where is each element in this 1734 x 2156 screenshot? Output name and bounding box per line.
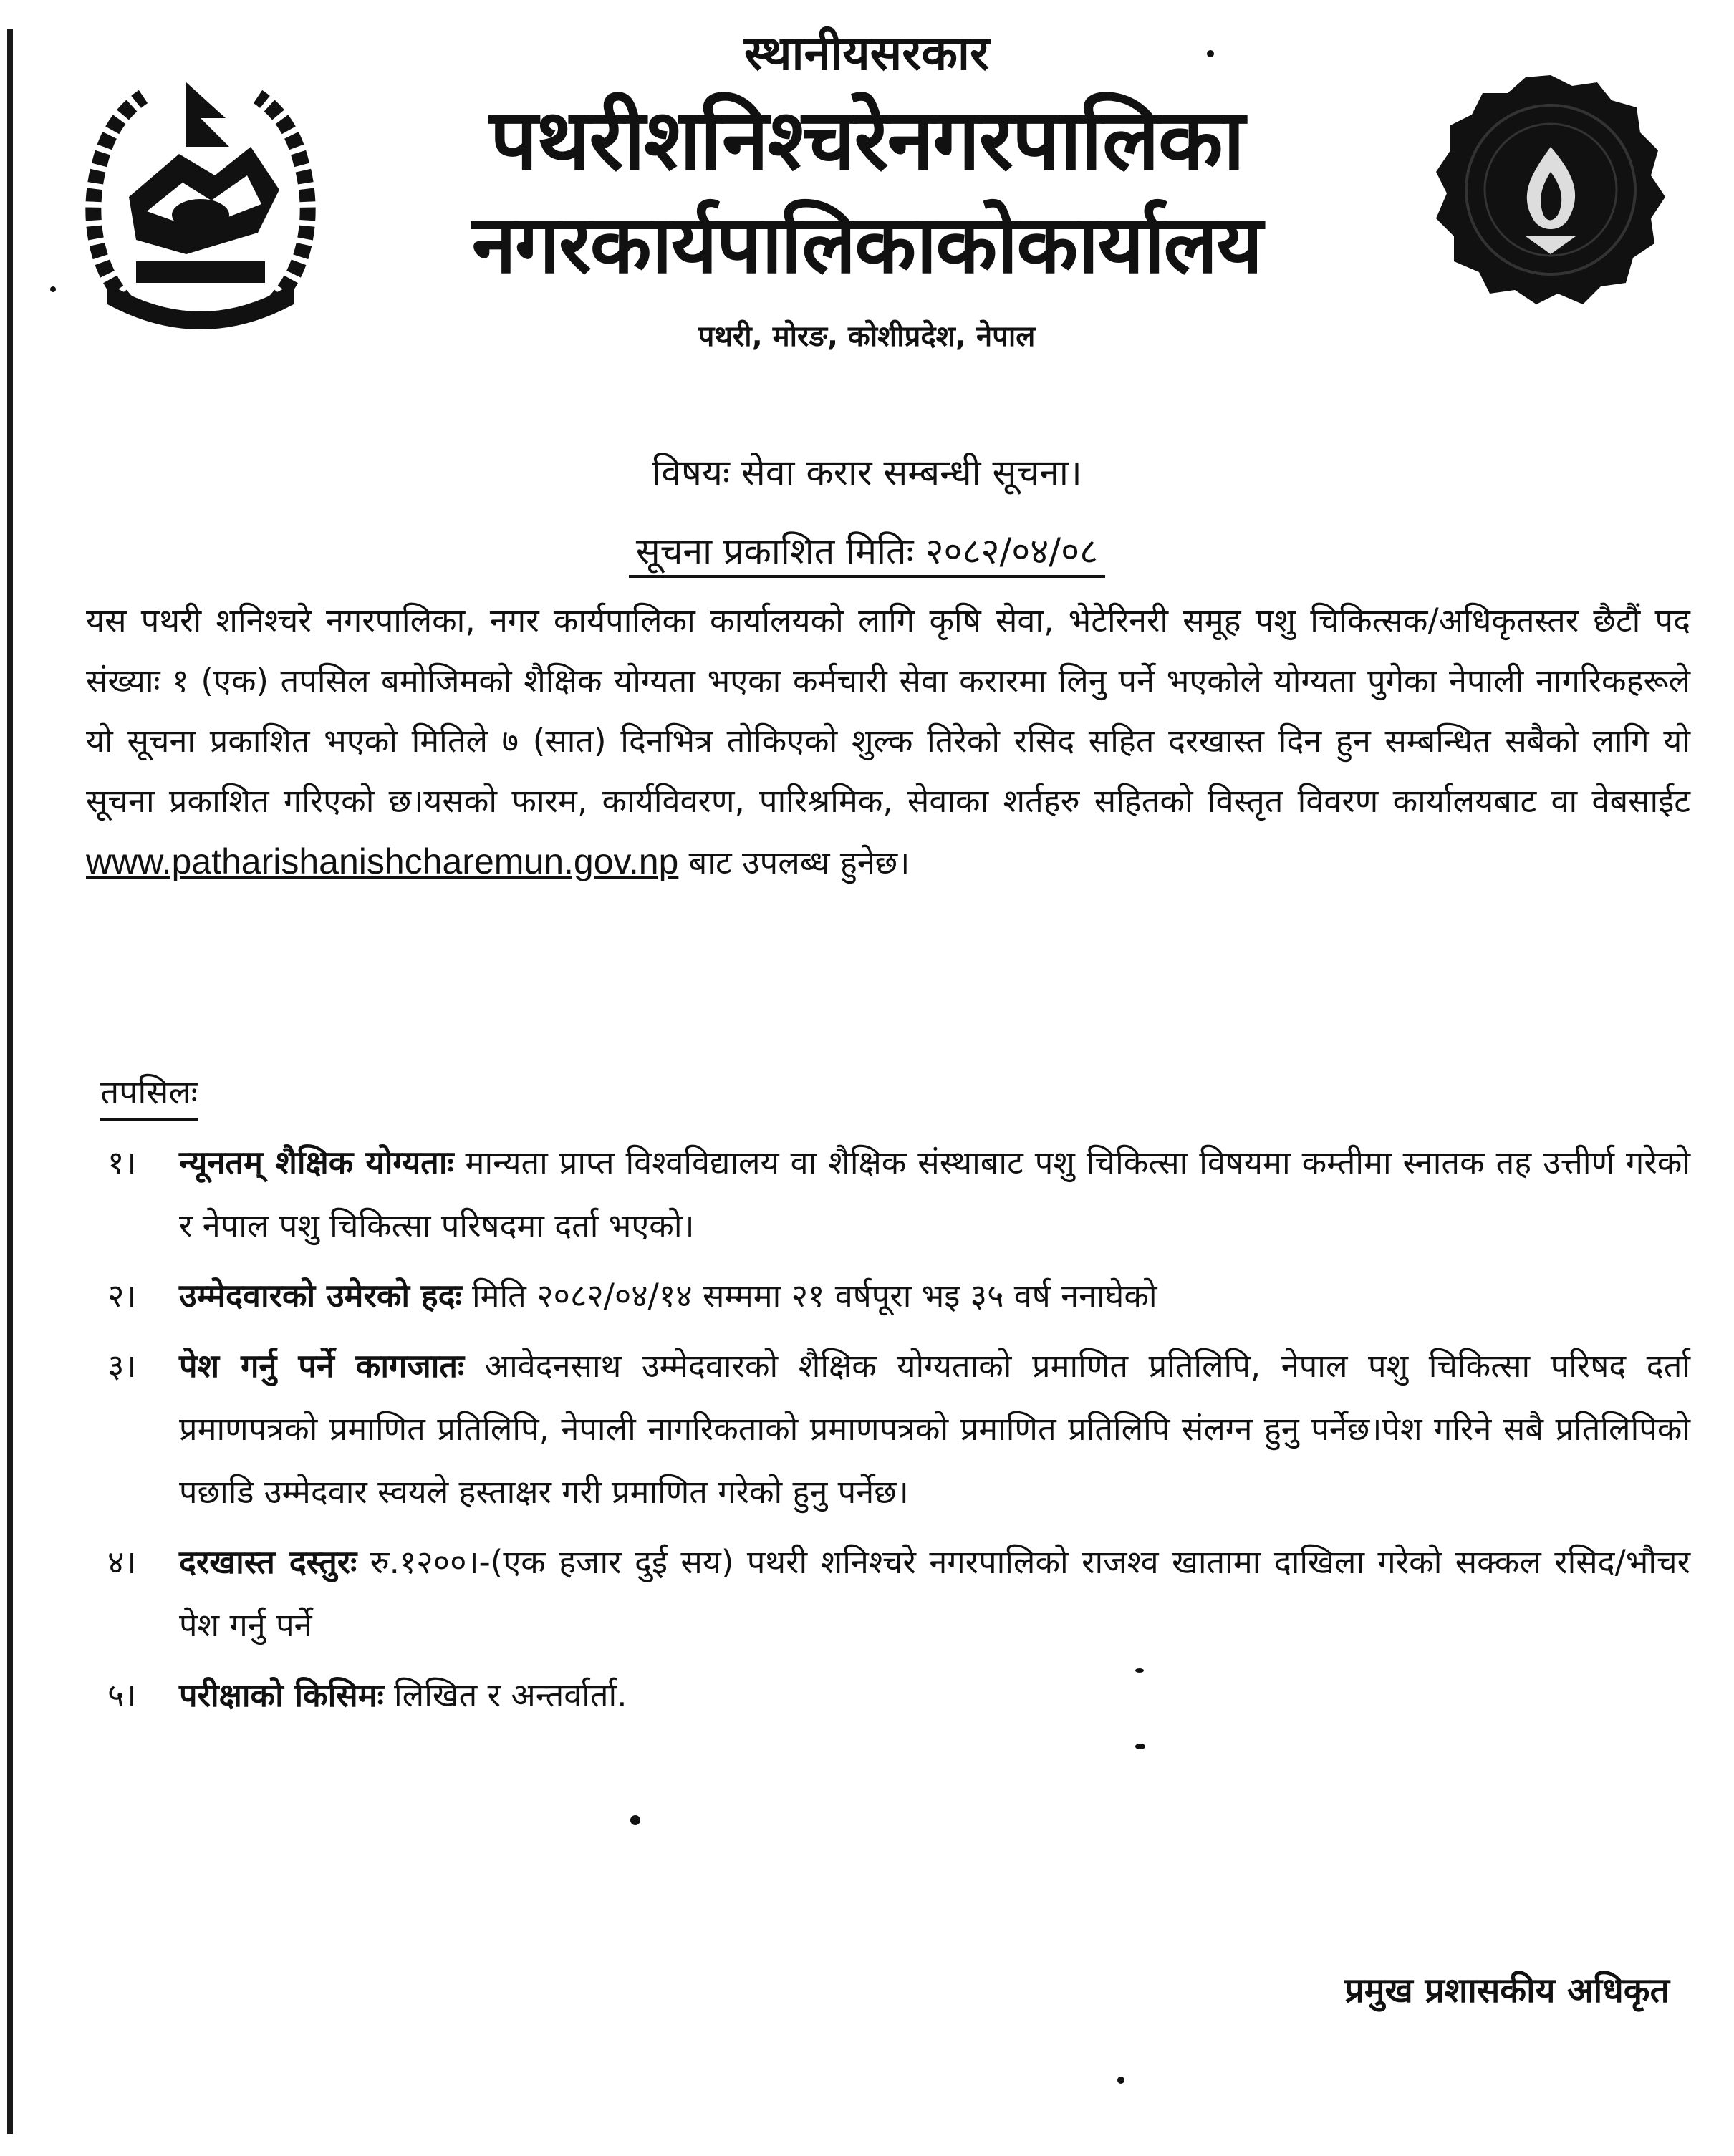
notice-date: सूचना प्रकाशित मितिः २०८२/०४/०८ xyxy=(629,531,1105,578)
body-text-after-url: बाट उपलब्ध हुनेछ। xyxy=(688,843,910,881)
item-label: पेश गर्नु पर्ने कागजातः xyxy=(179,1347,465,1385)
list-item xyxy=(107,1664,1690,1727)
notice-subject: विषयः सेवा करार सम्बन्धी सूचना। xyxy=(652,452,1082,493)
letterhead xyxy=(401,21,1332,362)
municipality-title: पथरीशनिश्चरेनगरपालिका xyxy=(489,90,1244,189)
item-text: आवेदनसाथ उम्मेदवारको शैक्षिक योग्यताको प्रमाणित प्रतिलिपि, नेपाल पशु चिकित्सा परिषद दर्ता प्रमाणपत्रको प्रमाणित प्रतिलिपि, नेपाली नागरिकताको प्रमाणपत्रको प्रमाणित प्रतिलिपि संलग्न हुनु पर्नेछ।पेश गरिने सबै प्रतिलिपिको पछाडि उम्मेदवार स्वयले हस्ताक्षर गरी प्रमाणित गरेको हुनु पर्नेछ। xyxy=(179,1347,1691,1511)
item-label: परीक्षाको किसिमः xyxy=(179,1676,384,1714)
signatory-title: प्रमुख प्रशासकीय अधिकृत xyxy=(1344,1971,1670,2011)
office-address: पथरी, मोरङ, कोशीप्रदेश, नेपाल xyxy=(698,320,1036,353)
office-title: नगरकार्यपालिकाकोकार्यालय xyxy=(471,198,1262,291)
list-item xyxy=(107,1131,1690,1257)
item-text: लिखित र अन्तर्वार्ता. xyxy=(394,1676,627,1714)
item-text: रु.१२००।-(एक हजार दुई सय) पथरी शनिश्चरे नगरपालिको राजश्व खातामा दाखिला गरेको सक्कल रसिद/भौचर पेश गर्नु पर्ने xyxy=(179,1543,1690,1644)
body-text-before-url: यस पथरी शनिश्चरे नगरपालिका, नगर कार्यपालिका कार्यालयको लागि कृषि सेवा, भेटेरिनरी समूह पशु चिकित्सक/अधिकृतस्तर छैटौं पद संख्याः १ (एक) तपसिल बमोजिमको शैक्षिक योग्यता भएका कर्मचारी सेवा करारमा लिनु पर्ने भएकोले योग्यता पुगेका नेपाली नागरिकहरूले यो सूचना प्रकाशित भएको मितिले ७ (सात) दिनभित्र तोकिएको शुल्क तिरेको रसिद सहित दरखास्त दिन हुन सम्बन्धित सबैको लागि यो सूचना प्रकाशित गरिएको छ।यसको फारम, कार्यविवरण, पारिश्रमिक, सेवाका शर्तहरु सहितको विस्तृत विवरण कार्यालयबाट वा वेबसाईट xyxy=(86,601,1690,820)
item-label: दरखास्त दस्तुरः xyxy=(179,1543,357,1581)
notice-date-line xyxy=(0,523,1734,580)
government-title: स्थानीयसरकार xyxy=(743,26,989,81)
scan-speck xyxy=(1207,50,1214,57)
item-text: मिति २०८२/०४/१४ सम्ममा २१ वर्षपूरा भइ ३५ वर्ष ननाघेको xyxy=(471,1277,1157,1315)
scan-speck xyxy=(630,1815,640,1825)
scan-speck xyxy=(50,286,56,292)
item-number: ५। xyxy=(107,1676,137,1714)
website-link[interactable]: www.patharishanishcharemun.gov.np xyxy=(86,841,679,881)
nepal-emblem-icon xyxy=(79,68,322,340)
scan-speck xyxy=(1117,2077,1124,2084)
item-text: मान्यता प्राप्त विश्वविद्यालय वा शैक्षिक संस्थाबाट पशु चिकित्सा विषयमा कम्तीमा स्नातक तह उत्तीर्ण गरेको र नेपाल पशु चिकित्सा परिषदमा दर्ता भएको। xyxy=(179,1144,1691,1244)
scan-edge-line xyxy=(7,29,13,2134)
item-label: उम्मेदवारको उमेरको हदः xyxy=(179,1277,462,1315)
item-number: ३। xyxy=(107,1347,137,1385)
item-number: १। xyxy=(107,1144,137,1181)
item-number: ४। xyxy=(107,1543,137,1581)
scan-speck xyxy=(1135,1668,1144,1673)
list-item xyxy=(107,1335,1690,1524)
list-item xyxy=(107,1531,1690,1657)
municipality-seal-icon xyxy=(1432,72,1669,308)
list-item xyxy=(107,1265,1690,1328)
item-label: न्यूनतम् शैक्षिक योग्यताः xyxy=(179,1144,454,1181)
requirements-list xyxy=(107,1131,1690,1734)
item-number: २। xyxy=(107,1277,137,1315)
scan-speck xyxy=(1135,1744,1145,1749)
details-heading: तपसिलः xyxy=(100,1067,198,1121)
notice-body xyxy=(86,591,1690,893)
